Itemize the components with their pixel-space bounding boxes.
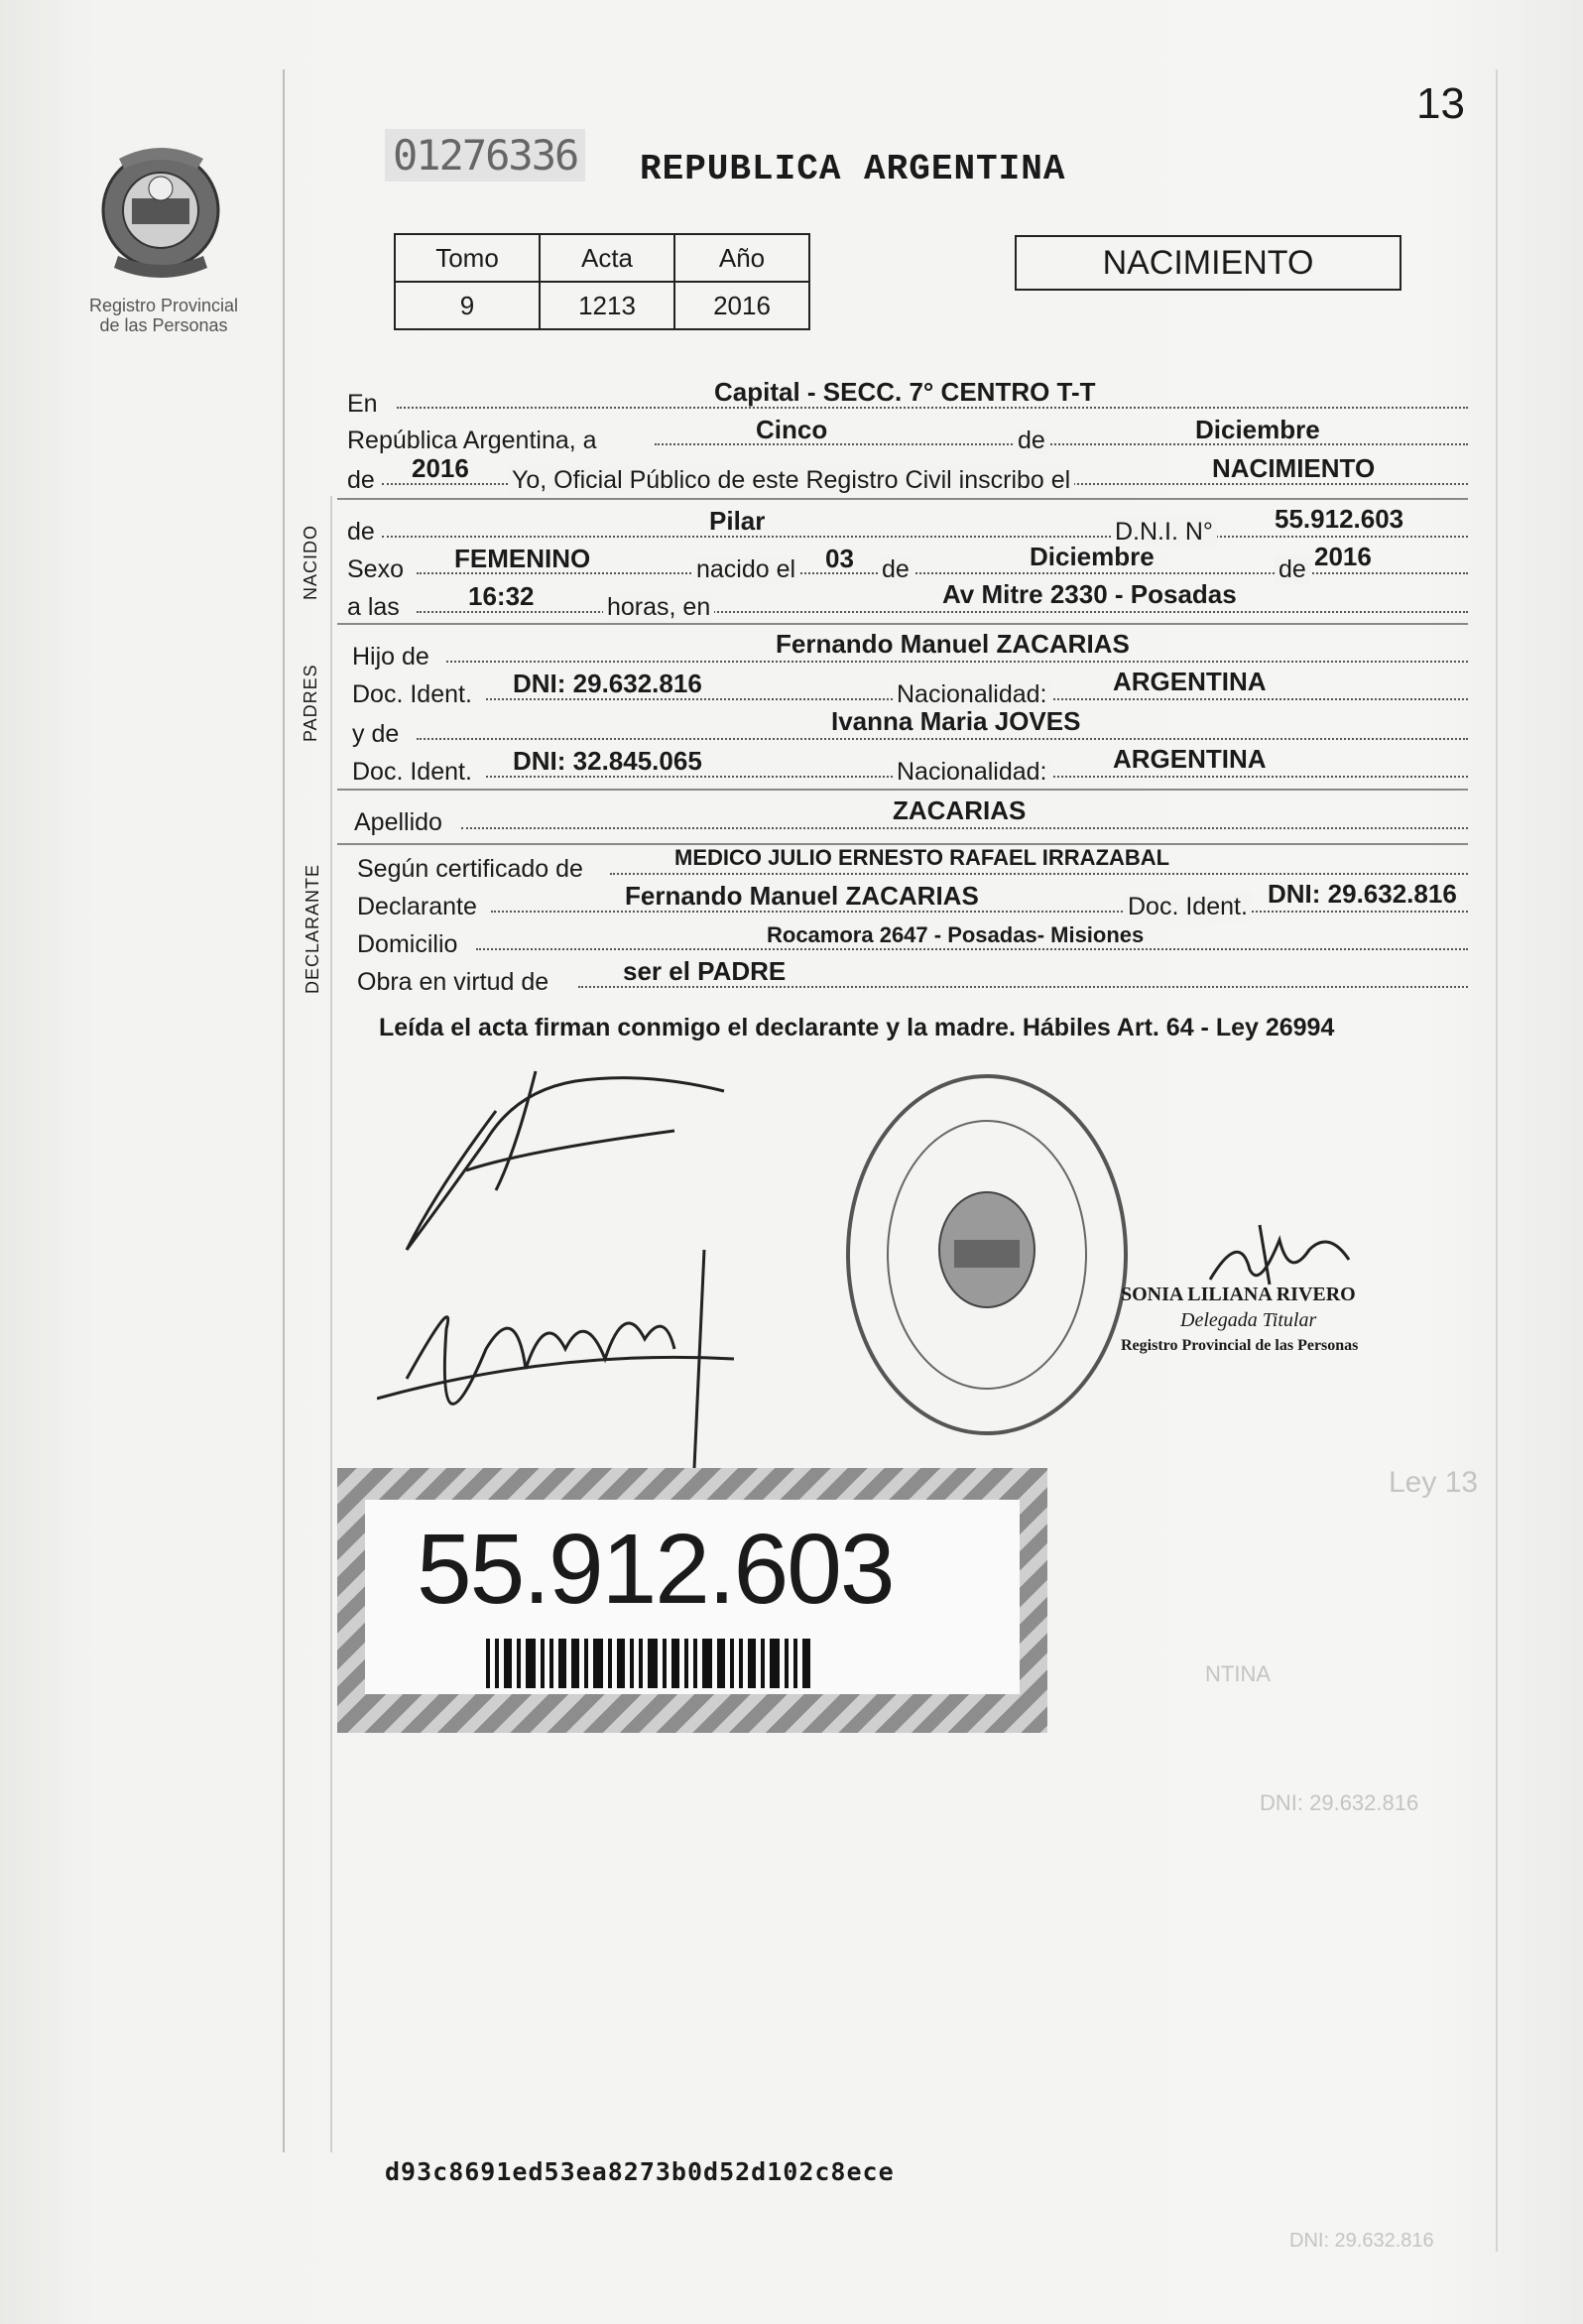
book-table-values — [395, 282, 809, 329]
dots-line — [610, 873, 1468, 875]
label-doc-ident-declarante: Doc. Ident. — [1124, 893, 1252, 921]
barcode-bar — [617, 1639, 625, 1688]
book-value-acta: 1213 — [540, 282, 674, 329]
barcode-bar — [730, 1639, 734, 1688]
label-domicilio: Domicilio — [357, 930, 458, 958]
barcode-bar — [739, 1639, 743, 1688]
value-nacido-dia: 03 — [825, 544, 854, 573]
label-dni-no: D.N.I. N° — [1111, 518, 1217, 547]
registry-label — [79, 296, 248, 335]
value-lugar: Capital - SECC. 7° CENTRO T-T — [714, 377, 1096, 407]
barcode-bar — [717, 1639, 725, 1688]
ghost-ntina: NTINA — [1205, 1661, 1271, 1686]
value-nacido-anio: 2016 — [1314, 542, 1372, 571]
official-stamp — [843, 1071, 1131, 1438]
barcode-bar — [608, 1639, 612, 1688]
value-madre-doc: DNI: 32.845.065 — [513, 746, 702, 776]
barcode-bar — [495, 1639, 499, 1688]
label-nacido-el: nacido el — [692, 555, 799, 584]
value-madre: Ivanna Maria JOVES — [831, 706, 1081, 736]
barcode-bar — [549, 1639, 553, 1688]
section-divider — [337, 789, 1468, 791]
value-apellido: ZACARIAS — [893, 795, 1027, 825]
label-segun-cert: Según certificado de — [357, 855, 583, 883]
barcode-bar — [802, 1639, 810, 1688]
barcode-number: 55.912.603 — [417, 1514, 894, 1625]
right-edge-line — [1496, 69, 1498, 2252]
label-y-de: y de — [352, 720, 400, 748]
value-certificado: MEDICO JULIO ERNESTO RAFAEL IRRAZABAL — [674, 845, 1170, 870]
registrar-signature — [1200, 1220, 1369, 1289]
barcode-bar — [761, 1639, 765, 1688]
page-number: 13 — [1416, 79, 1465, 128]
barcode-bar — [486, 1639, 490, 1688]
book-header-tomo: Tomo — [395, 234, 540, 282]
barcode-bar — [793, 1639, 797, 1688]
side-label-nacido: NACIDO — [301, 524, 320, 600]
value-hora: 16:32 — [468, 581, 535, 611]
registry-label-line1: Registro Provincial — [88, 296, 239, 315]
value-padre-doc: DNI: 29.632.816 — [513, 669, 702, 698]
label-declarante: Declarante — [357, 893, 477, 920]
serial-number: 01276336 — [385, 129, 585, 182]
barcode-panel — [365, 1500, 1020, 1694]
label-de-mes: de — [878, 555, 913, 584]
side-label-declarante: DECLARANTE — [303, 863, 322, 994]
label-a-las: a las — [347, 593, 400, 621]
section-margin-line — [330, 496, 332, 2152]
label-hijo-de: Hijo de — [352, 643, 429, 671]
barcode-bar — [571, 1639, 579, 1688]
record-type-box: NACIMIENTO — [1015, 235, 1401, 291]
value-obra-virtud: ser el PADRE — [623, 956, 787, 986]
barcode-bar — [593, 1639, 603, 1688]
label-horas-en: horas, en — [603, 593, 714, 622]
registrar-signature-block — [1121, 1282, 1358, 1359]
value-domicilio: Rocamora 2647 - Posadas- Misiones — [767, 922, 1145, 947]
barcode-bar — [702, 1639, 712, 1688]
dots-line — [382, 536, 1468, 538]
barcode-bar — [584, 1639, 588, 1688]
ghost-ley: Ley 13 — [1389, 1466, 1479, 1499]
barcode-bar — [785, 1639, 789, 1688]
barcode-bar — [504, 1639, 512, 1688]
label-de: de — [1014, 427, 1049, 455]
registrar-name: SONIA LILIANA RIVERO — [1121, 1284, 1356, 1305]
barcode-bar — [558, 1639, 566, 1688]
barcode-bar — [770, 1639, 780, 1688]
margin-line — [283, 69, 285, 2152]
book-table-header — [395, 234, 809, 282]
value-declarante: Fernando Manuel ZACARIAS — [625, 881, 979, 911]
barcode-label — [337, 1468, 1047, 1733]
document-title: REPUBLICA ARGENTINA — [640, 149, 1066, 189]
registrar-office: Registro Provincial de las Personas — [1121, 1337, 1359, 1354]
label-doc-ident-madre: Doc. Ident. — [352, 758, 472, 786]
label-de-anio: de — [1275, 555, 1310, 584]
label-de-year: de — [347, 466, 375, 494]
label-doc-ident-padre: Doc. Ident. — [352, 680, 472, 708]
label-sexo: Sexo — [347, 555, 404, 583]
barcode-bar — [684, 1639, 688, 1688]
label-apellido: Apellido — [354, 808, 442, 836]
document-hash: d93c8691ed53ea8273b0d52d102c8ece — [385, 2157, 895, 2186]
label-obra-virtud: Obra en virtud de — [357, 968, 549, 996]
label-yo-oficial: Yo, Oficial Público de este Registro Civil inscribo el — [508, 466, 1074, 495]
value-nombre: Pilar — [709, 506, 766, 536]
registrar-role: Delegada Titular — [1180, 1309, 1317, 1331]
barcode-bar — [748, 1639, 756, 1688]
dots-line — [461, 827, 1468, 829]
value-sexo: FEMENINO — [454, 544, 591, 573]
book-reference-table — [394, 233, 810, 330]
value-mes: Diciembre — [1195, 415, 1320, 444]
value-declarante-doc: DNI: 29.632.816 — [1268, 879, 1457, 909]
closing-note: Leída el acta firman conmigo el declarante y la madre. Hábiles Art. 64 - Ley 26994 — [379, 1014, 1335, 1041]
section-divider — [337, 498, 1468, 500]
value-padre: Fernando Manuel ZACARIAS — [776, 629, 1130, 659]
value-padre-nac: ARGENTINA — [1113, 667, 1267, 696]
barcode-bar — [648, 1639, 658, 1688]
value-madre-nac: ARGENTINA — [1113, 744, 1267, 774]
barcode-bar — [541, 1639, 545, 1688]
section-divider — [337, 623, 1468, 625]
label-nacionalidad-padre: Nacionalidad: — [893, 680, 1051, 709]
barcode-bar — [630, 1639, 634, 1688]
ghost-dni-bottom: DNI: 29.632.816 — [1289, 2230, 1434, 2252]
value-tipo: NACIMIENTO — [1212, 453, 1376, 483]
value-lugar-nac: Av Mitre 2330 - Posadas — [942, 579, 1237, 609]
dots-line — [476, 948, 1468, 950]
label-de-name: de — [347, 518, 375, 546]
book-header-anio: Año — [674, 234, 809, 282]
ghost-dni: DNI: 29.632.816 — [1260, 1790, 1419, 1815]
dots-line — [417, 738, 1468, 740]
side-label-padres: PADRES — [301, 664, 320, 742]
province-seal-logo — [94, 139, 228, 288]
label-nacionalidad-madre: Nacionalidad: — [893, 758, 1051, 787]
value-dni: 55.912.603 — [1275, 504, 1404, 534]
dots-line — [446, 661, 1468, 663]
barcode-bar — [517, 1639, 521, 1688]
barcode-bar — [639, 1639, 643, 1688]
label-rep-arg: República Argentina, a — [347, 427, 597, 454]
value-nacido-mes: Diciembre — [1030, 542, 1155, 571]
value-dia: Cinco — [756, 415, 828, 444]
label-en: En — [347, 390, 378, 418]
registry-label-line2: de las Personas — [99, 315, 228, 335]
handwritten-signatures — [377, 1051, 754, 1488]
barcode-bar — [693, 1639, 697, 1688]
barcode-bar — [526, 1639, 536, 1688]
value-anio: 2016 — [412, 453, 469, 483]
barcode-bars — [486, 1639, 913, 1688]
dots-line — [417, 611, 1468, 613]
book-value-tomo: 9 — [395, 282, 540, 329]
book-header-acta: Acta — [540, 234, 674, 282]
barcode-bar — [663, 1639, 667, 1688]
barcode-bar — [671, 1639, 679, 1688]
book-value-anio: 2016 — [674, 282, 809, 329]
